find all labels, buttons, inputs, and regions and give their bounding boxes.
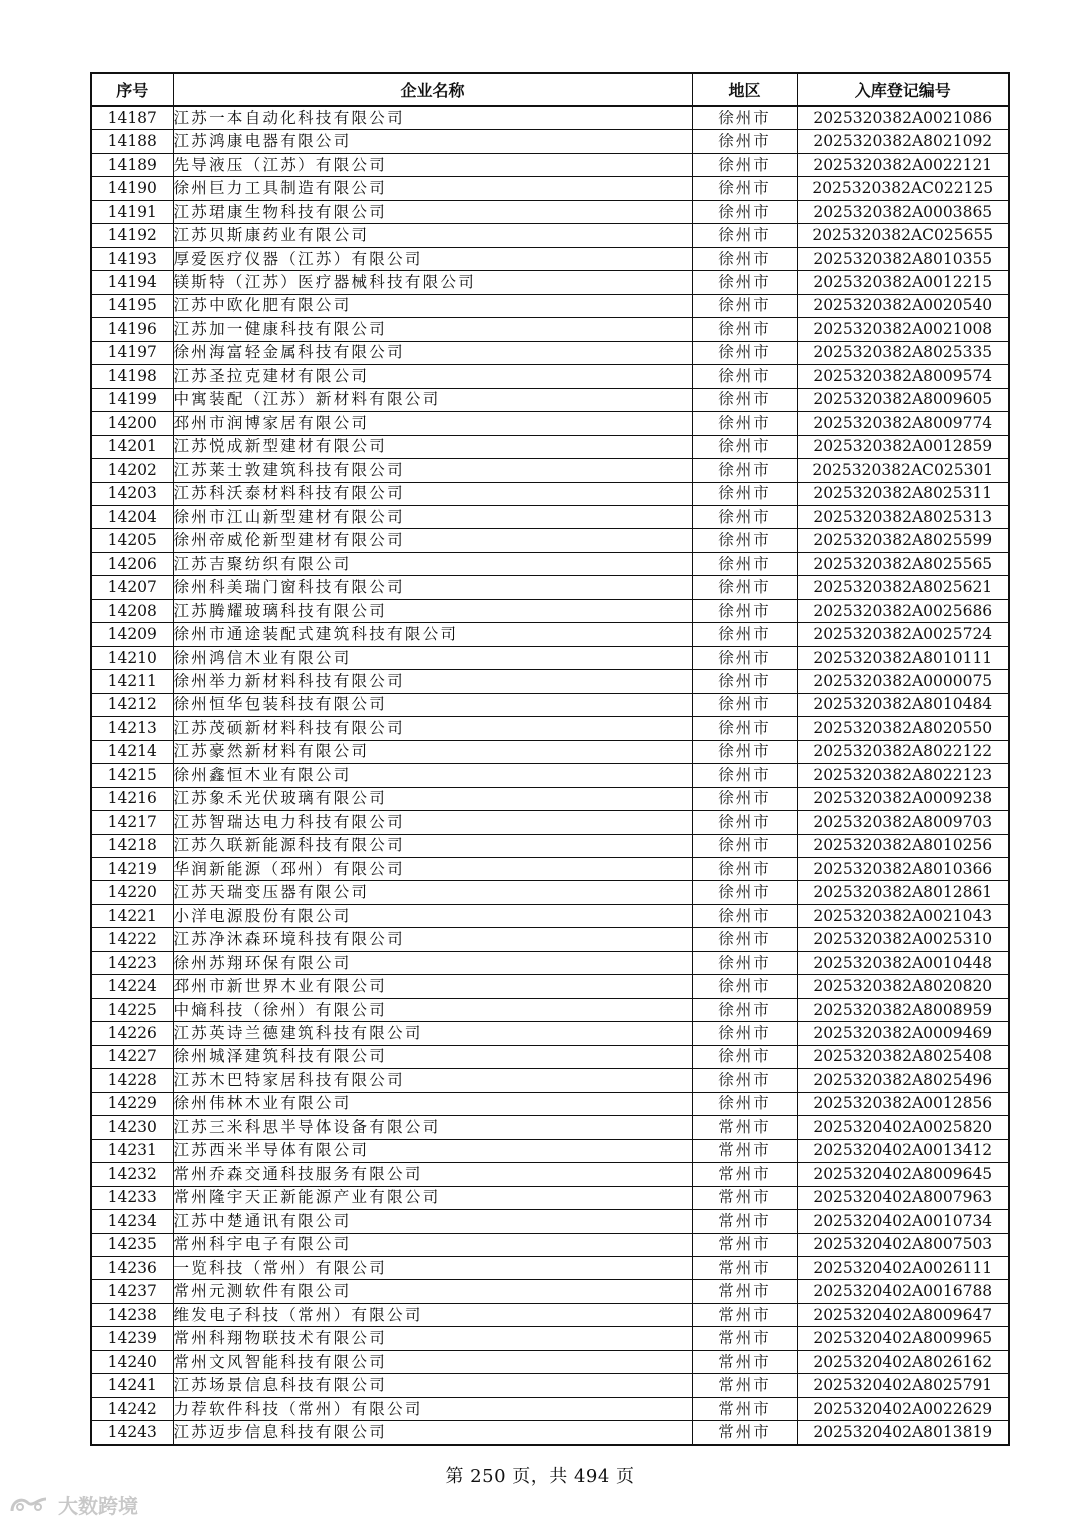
table-row [91,505,1009,528]
cell-seq: 14221 [91,904,173,927]
cell-region: 常州市 [692,1116,797,1139]
cell-code: 2025320382A8009703 [797,811,1009,834]
table-row [91,998,1009,1021]
cell-seq: 14197 [91,341,173,364]
cell-name: 徐州科美瑞门窗科技有限公司 [173,576,692,599]
cell-code: 2025320382A8022123 [797,764,1009,787]
cell-name: 江苏中欧化肥有限公司 [173,294,692,317]
cell-code: 2025320402A8026162 [797,1350,1009,1373]
cell-region: 徐州市 [692,1069,797,1092]
cell-name: 江苏鸿康电器有限公司 [173,130,692,153]
cell-seq: 14240 [91,1350,173,1373]
cell-seq: 14229 [91,1092,173,1115]
cell-name: 徐州巨力工具制造有限公司 [173,177,692,200]
cell-code: 2025320382A0021008 [797,318,1009,341]
cell-seq: 14224 [91,975,173,998]
cell-name: 维发电子科技（常州）有限公司 [173,1303,692,1326]
cell-code: 2025320402A8007963 [797,1186,1009,1209]
cell-seq: 14231 [91,1139,173,1162]
cell-seq: 14213 [91,717,173,740]
cell-seq: 14232 [91,1163,173,1186]
table-row [91,1327,1009,1350]
cell-code: 2025320382A8025621 [797,576,1009,599]
cell-region: 徐州市 [692,576,797,599]
cell-code: 2025320382A8010484 [797,693,1009,716]
cell-name: 江苏科沃泰材料科技有限公司 [173,482,692,505]
cell-code: 2025320382A8025599 [797,529,1009,552]
cell-code: 2025320402A8009647 [797,1303,1009,1326]
header-region: 地区 [692,73,797,106]
cell-code: 2025320382A8025408 [797,1045,1009,1068]
table-row [91,177,1009,200]
table-row [91,1069,1009,1092]
cell-name: 江苏吉聚纺织有限公司 [173,552,692,575]
cell-region: 徐州市 [692,787,797,810]
cell-code: 2025320382A8012861 [797,881,1009,904]
cell-region: 常州市 [692,1303,797,1326]
cell-region: 徐州市 [692,294,797,317]
table-row [91,224,1009,247]
cell-seq: 14198 [91,365,173,388]
table-row [91,928,1009,951]
cell-code: 2025320382A0009238 [797,787,1009,810]
table-row [91,646,1009,669]
cell-seq: 14206 [91,552,173,575]
cell-name: 徐州伟林木业有限公司 [173,1092,692,1115]
table-row [91,623,1009,646]
table-row [91,1210,1009,1233]
cell-seq: 14220 [91,881,173,904]
cell-seq: 14225 [91,998,173,1021]
cell-seq: 14235 [91,1233,173,1256]
cell-code: 2025320382AC025655 [797,224,1009,247]
cell-name: 常州文风智能科技有限公司 [173,1350,692,1373]
cell-seq: 14202 [91,459,173,482]
table-row [91,576,1009,599]
cell-region: 徐州市 [692,599,797,622]
cell-seq: 14228 [91,1069,173,1092]
cell-code: 2025320402A0022629 [797,1397,1009,1420]
header-seq: 序号 [91,73,173,106]
cell-seq: 14212 [91,693,173,716]
cell-name: 江苏象禾光伏玻璃有限公司 [173,787,692,810]
cell-region: 徐州市 [692,388,797,411]
table-row [91,412,1009,435]
cell-seq: 14196 [91,318,173,341]
cell-code: 2025320402A0013412 [797,1139,1009,1162]
table-row [91,740,1009,763]
cell-code: 2025320382A0012856 [797,1092,1009,1115]
cell-seq: 14239 [91,1327,173,1350]
cell-code: 2025320382A8010256 [797,834,1009,857]
table-row [91,717,1009,740]
cell-region: 徐州市 [692,834,797,857]
cell-code: 2025320382A8025565 [797,552,1009,575]
header-row [91,73,1009,106]
table-row [91,1397,1009,1420]
cell-name: 华润新能源（邳州）有限公司 [173,858,692,881]
cell-seq: 14230 [91,1116,173,1139]
cell-region: 徐州市 [692,459,797,482]
cell-name: 江苏悦成新型建材有限公司 [173,435,692,458]
cell-code: 2025320402A8007503 [797,1233,1009,1256]
cell-region: 徐州市 [692,106,797,130]
table-row [91,670,1009,693]
table-row [91,975,1009,998]
cell-seq: 14205 [91,529,173,552]
cell-region: 常州市 [692,1163,797,1186]
cell-region: 常州市 [692,1397,797,1420]
table-row [91,482,1009,505]
cell-name: 徐州帝威伦新型建材有限公司 [173,529,692,552]
cell-code: 2025320382A8009605 [797,388,1009,411]
cell-seq: 14209 [91,623,173,646]
table-row [91,365,1009,388]
header-code: 入库登记编号 [797,73,1009,106]
cell-name: 徐州海富轻金属科技有限公司 [173,341,692,364]
cell-region: 徐州市 [692,811,797,834]
cell-seq: 14242 [91,1397,173,1420]
cell-name: 徐州城泽建筑科技有限公司 [173,1045,692,1068]
cell-seq: 14208 [91,599,173,622]
cell-code: 2025320382A0000075 [797,670,1009,693]
table-row [91,1303,1009,1326]
cell-region: 徐州市 [692,646,797,669]
cell-code: 2025320382A0012215 [797,271,1009,294]
cell-code: 2025320382A0021043 [797,904,1009,927]
table-row [91,106,1009,130]
cell-name: 中熵科技（徐州）有限公司 [173,998,692,1021]
cell-seq: 14194 [91,271,173,294]
cell-code: 2025320402A8025791 [797,1374,1009,1397]
cell-name: 常州科翔物联技术有限公司 [173,1327,692,1350]
cell-region: 徐州市 [692,717,797,740]
table-row [91,693,1009,716]
cell-seq: 14200 [91,412,173,435]
cell-code: 2025320382A8025313 [797,505,1009,528]
cell-name: 厚爱医疗仪器（江苏）有限公司 [173,247,692,270]
cell-name: 江苏中楚通讯有限公司 [173,1210,692,1233]
table-row [91,1092,1009,1115]
cell-name: 江苏智瑞达电力科技有限公司 [173,811,692,834]
cell-name: 徐州市江山新型建材有限公司 [173,505,692,528]
cell-name: 先导液压（江苏）有限公司 [173,153,692,176]
cell-code: 2025320382A8025311 [797,482,1009,505]
cell-code: 2025320382A0021086 [797,106,1009,130]
cell-code: 2025320382A0003865 [797,200,1009,223]
table-row [91,153,1009,176]
cell-seq: 14222 [91,928,173,951]
table-row [91,247,1009,270]
cell-seq: 14226 [91,1022,173,1045]
table-row [91,951,1009,974]
cell-name: 常州乔森交通科技服务有限公司 [173,1163,692,1186]
cell-region: 徐州市 [692,177,797,200]
cell-seq: 14236 [91,1256,173,1279]
cell-code: 2025320402A8009965 [797,1327,1009,1350]
cell-region: 徐州市 [692,904,797,927]
cell-code: 2025320382AC022125 [797,177,1009,200]
cell-seq: 14201 [91,435,173,458]
table-row [91,834,1009,857]
cell-region: 常州市 [692,1374,797,1397]
cell-region: 徐州市 [692,1022,797,1045]
cell-name: 江苏加一健康科技有限公司 [173,318,692,341]
watermark-logo-icon [8,1493,52,1517]
cell-code: 2025320382A8025335 [797,341,1009,364]
cell-name: 江苏腾耀玻璃科技有限公司 [173,599,692,622]
cell-region: 徐州市 [692,552,797,575]
cell-name: 江苏三米科思半导体设备有限公司 [173,1116,692,1139]
cell-name: 江苏圣拉克建材有限公司 [173,365,692,388]
cell-code: 2025320382A8010366 [797,858,1009,881]
cell-name: 徐州苏翔环保有限公司 [173,951,692,974]
table-row [91,435,1009,458]
cell-code: 2025320382A8009574 [797,365,1009,388]
cell-code: 2025320402A8009645 [797,1163,1009,1186]
table-row [91,787,1009,810]
cell-name: 邳州市润博家居有限公司 [173,412,692,435]
cell-region: 徐州市 [692,224,797,247]
cell-seq: 14233 [91,1186,173,1209]
cell-seq: 14243 [91,1421,173,1445]
cell-region: 徐州市 [692,412,797,435]
table-row [91,1421,1009,1445]
cell-seq: 14241 [91,1374,173,1397]
cell-seq: 14204 [91,505,173,528]
cell-code: 2025320382A8010111 [797,646,1009,669]
table-row [91,1045,1009,1068]
cell-code: 2025320382A8008959 [797,998,1009,1021]
cell-seq: 14227 [91,1045,173,1068]
cell-region: 徐州市 [692,623,797,646]
cell-seq: 14210 [91,646,173,669]
cell-seq: 14219 [91,858,173,881]
cell-name: 江苏莱士敦建筑科技有限公司 [173,459,692,482]
cell-region: 徐州市 [692,881,797,904]
cell-code: 2025320382A0012859 [797,435,1009,458]
cell-region: 徐州市 [692,435,797,458]
cell-seq: 14217 [91,811,173,834]
cell-code: 2025320402A0025820 [797,1116,1009,1139]
table-row [91,1280,1009,1303]
table-row [91,1256,1009,1279]
cell-name: 江苏场景信息科技有限公司 [173,1374,692,1397]
cell-region: 徐州市 [692,482,797,505]
table-row [91,811,1009,834]
cell-region: 徐州市 [692,130,797,153]
cell-region: 徐州市 [692,928,797,951]
cell-seq: 14207 [91,576,173,599]
cell-region: 常州市 [692,1186,797,1209]
cell-seq: 14234 [91,1210,173,1233]
cell-name: 中寓装配（江苏）新材料有限公司 [173,388,692,411]
table-row [91,1116,1009,1139]
cell-seq: 14189 [91,153,173,176]
cell-name: 江苏珺康生物科技有限公司 [173,200,692,223]
cell-seq: 14223 [91,951,173,974]
cell-seq: 14191 [91,200,173,223]
table-row [91,318,1009,341]
table-row [91,271,1009,294]
table-header [91,73,1009,106]
table-row [91,1139,1009,1162]
table-row [91,881,1009,904]
cell-name: 徐州市通途装配式建筑科技有限公司 [173,623,692,646]
cell-seq: 14211 [91,670,173,693]
table-row [91,341,1009,364]
table-row [91,1163,1009,1186]
cell-region: 徐州市 [692,1045,797,1068]
cell-name: 江苏贝斯康药业有限公司 [173,224,692,247]
cell-name: 江苏豪然新材料有限公司 [173,740,692,763]
cell-name: 江苏茂硕新材料科技有限公司 [173,717,692,740]
cell-name: 徐州恒华包装科技有限公司 [173,693,692,716]
cell-name: 镁斯特（江苏）医疗器械科技有限公司 [173,271,692,294]
cell-region: 常州市 [692,1256,797,1279]
cell-name: 徐州举力新材料科技有限公司 [173,670,692,693]
cell-region: 徐州市 [692,670,797,693]
cell-region: 徐州市 [692,693,797,716]
cell-seq: 14216 [91,787,173,810]
table-row [91,1233,1009,1256]
cell-seq: 14237 [91,1280,173,1303]
cell-seq: 14187 [91,106,173,130]
page-number: 第 250 页，共 494 页 [445,1466,635,1487]
registry-table [90,72,1010,1446]
table-row [91,1374,1009,1397]
cell-name: 常州元测软件有限公司 [173,1280,692,1303]
cell-code: 2025320402A8013819 [797,1421,1009,1445]
watermark [8,1490,138,1519]
table-row [91,459,1009,482]
cell-region: 徐州市 [692,365,797,388]
watermark-text: 大数跨境 [58,1494,138,1518]
cell-code: 2025320402A0010734 [797,1210,1009,1233]
cell-code: 2025320382A8020820 [797,975,1009,998]
cell-name: 邳州市新世界木业有限公司 [173,975,692,998]
cell-seq: 14203 [91,482,173,505]
cell-code: 2025320382AC025301 [797,459,1009,482]
cell-region: 徐州市 [692,529,797,552]
table-body [91,106,1009,1445]
table-row [91,1022,1009,1045]
cell-seq: 14188 [91,130,173,153]
table-row [91,200,1009,223]
cell-code: 2025320382A0009469 [797,1022,1009,1045]
table-row [91,599,1009,622]
cell-region: 常州市 [692,1280,797,1303]
table-row [91,130,1009,153]
cell-code: 2025320382A8021092 [797,130,1009,153]
cell-code: 2025320382A0020540 [797,294,1009,317]
table-row [91,294,1009,317]
cell-code: 2025320402A0026111 [797,1256,1009,1279]
cell-region: 徐州市 [692,740,797,763]
cell-region: 常州市 [692,1350,797,1373]
table-row [91,529,1009,552]
cell-name: 常州隆宇天正新能源产业有限公司 [173,1186,692,1209]
table-row [91,858,1009,881]
cell-region: 徐州市 [692,318,797,341]
cell-region: 徐州市 [692,505,797,528]
cell-name: 一览科技（常州）有限公司 [173,1256,692,1279]
cell-region: 常州市 [692,1233,797,1256]
cell-seq: 14218 [91,834,173,857]
cell-seq: 14238 [91,1303,173,1326]
header-name: 企业名称 [173,73,692,106]
cell-region: 徐州市 [692,858,797,881]
cell-region: 徐州市 [692,951,797,974]
cell-seq: 14214 [91,740,173,763]
cell-region: 常州市 [692,1210,797,1233]
cell-name: 小洋电源股份有限公司 [173,904,692,927]
cell-seq: 14193 [91,247,173,270]
cell-name: 常州科宇电子有限公司 [173,1233,692,1256]
cell-name: 江苏久联新能源科技有限公司 [173,834,692,857]
cell-region: 徐州市 [692,247,797,270]
cell-code: 2025320382A0025310 [797,928,1009,951]
cell-seq: 14190 [91,177,173,200]
table-row [91,552,1009,575]
cell-code: 2025320382A0025686 [797,599,1009,622]
table-row [91,1350,1009,1373]
cell-region: 徐州市 [692,200,797,223]
cell-code: 2025320382A8022122 [797,740,1009,763]
cell-name: 江苏迈步信息科技有限公司 [173,1421,692,1445]
table-row [91,904,1009,927]
cell-name: 江苏木巴特家居科技有限公司 [173,1069,692,1092]
cell-name: 江苏天瑞变压器有限公司 [173,881,692,904]
cell-seq: 14192 [91,224,173,247]
cell-code: 2025320382A8025496 [797,1069,1009,1092]
cell-name: 江苏英诗兰德建筑科技有限公司 [173,1022,692,1045]
cell-code: 2025320382A8009774 [797,412,1009,435]
cell-region: 常州市 [692,1139,797,1162]
cell-seq: 14195 [91,294,173,317]
cell-region: 徐州市 [692,764,797,787]
cell-name: 江苏一本自动化科技有限公司 [173,106,692,130]
cell-region: 徐州市 [692,341,797,364]
cell-region: 常州市 [692,1421,797,1445]
cell-code: 2025320382A0025724 [797,623,1009,646]
cell-region: 徐州市 [692,153,797,176]
cell-region: 徐州市 [692,1092,797,1115]
cell-name: 徐州鑫恒木业有限公司 [173,764,692,787]
cell-name: 力荐软件科技（常州）有限公司 [173,1397,692,1420]
cell-code: 2025320402A0016788 [797,1280,1009,1303]
cell-region: 徐州市 [692,975,797,998]
cell-region: 常州市 [692,1327,797,1350]
table-row [91,388,1009,411]
table-row [91,1186,1009,1209]
cell-seq: 14199 [91,388,173,411]
cell-code: 2025320382A8020550 [797,717,1009,740]
cell-name: 江苏净沐森环境科技有限公司 [173,928,692,951]
cell-seq: 14215 [91,764,173,787]
cell-code: 2025320382A0010448 [797,951,1009,974]
cell-region: 徐州市 [692,271,797,294]
cell-code: 2025320382A8010355 [797,247,1009,270]
cell-region: 徐州市 [692,998,797,1021]
cell-name: 徐州鸿信木业有限公司 [173,646,692,669]
cell-code: 2025320382A0022121 [797,153,1009,176]
table-row [91,764,1009,787]
cell-name: 江苏西米半导体有限公司 [173,1139,692,1162]
